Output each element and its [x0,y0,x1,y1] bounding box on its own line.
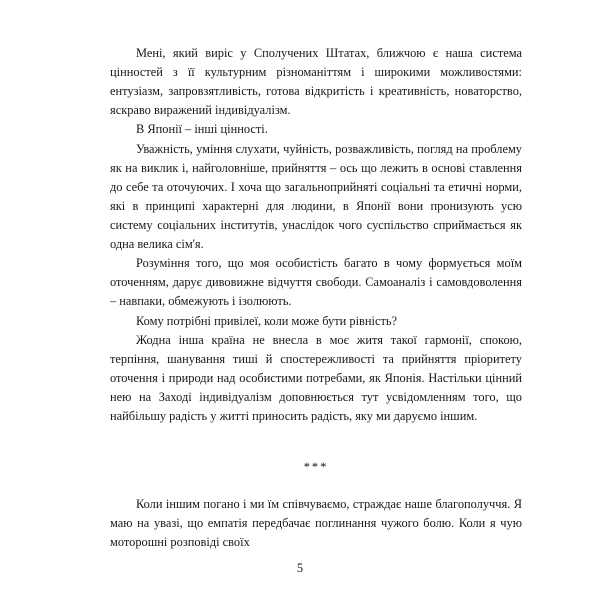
page-number: 5 [296,561,304,575]
paragraph: Мені, який виріс у Сполучених Штатах, ближчою є наша система цінностей з її культурним різноманіттям і широкими можливостями: ентузіазм, запровзятливість, готова відкритість і креативність, новаторство, яскраво виражений індивідуалізм. [110,46,522,117]
paragraph: Уважність, уміння слухати, чуйність, розважливість, погляд на проблему як на виклик і, найголовніше, прийняття – ось що лежить в основі ставлення до себе та оточуючих. І хоча що загальноприйняті соціальні та етичні норми, які в принципі характерні для людини, в Японії вони пронизують усю систему соціальних інститутів, унаслідок чого суспільство сприймається як одна велика сім'я. [110,141,522,251]
paragraph: Коли іншим погано і ми їм співчуваємо, страждає наше благополуччя. Я маю на увазі, що емпатія передбачає поглинання чужого болю. Коли я чую моторошні розповіді своїх [110,497,522,550]
paragraph: Кому потрібні привілеї, коли може бути рівність? [136,313,398,328]
paragraph: Розуміння того, що моя особистість багато в чому формується моїм оточенням, дарує дивовижне відчуття свободи. Самоаналіз і самовдоволення – навпаки, обмежують і ізолюють. [110,256,522,309]
paragraph: В Японії – інші цінності. [136,122,268,137]
section-spacer [110,426,522,432]
page-body [110,44,522,552]
paragraph: Жодна інша країна не внесла в моє житя такої гармонії, спокою, терпіння, шанування тиші й спостережливості та прийняття пріоритету оточення і природи над особистими потребами, як Японія. Настільки цінний нею на Заході індивідуалізм доповнюється тут усвідомленням того, що найбільшу радість у житті приносить радість, яку ми даруємо іншим. [110,333,522,423]
section-divider: *** [303,460,329,475]
